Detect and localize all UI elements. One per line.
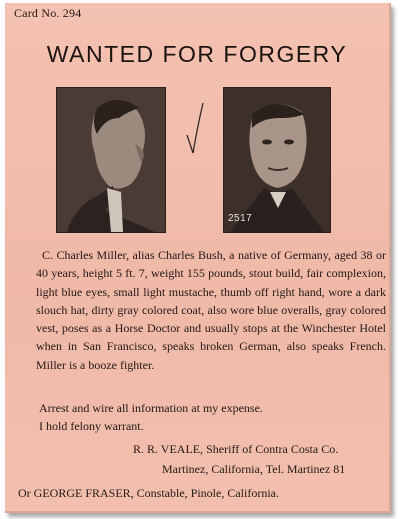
instruction-warrant: I hold felony warrant. bbox=[39, 419, 144, 433]
card-number: Card No. 294 bbox=[14, 6, 82, 20]
check-mark-icon bbox=[183, 101, 205, 157]
signature-block bbox=[133, 439, 383, 479]
profile-photo bbox=[56, 87, 166, 233]
footer-contact: Or GEORGE FRASER, Constable, Pinole, California. bbox=[18, 486, 279, 500]
instruction-arrest: Arrest and wire all information at my expense. bbox=[39, 401, 263, 415]
front-photo bbox=[223, 87, 331, 233]
instructions bbox=[39, 399, 369, 435]
wanted-card bbox=[5, 3, 391, 513]
signature-line-2: Martinez, California, Tel. Martinez 81 bbox=[162, 462, 346, 476]
photo-number: 2517 bbox=[228, 213, 253, 224]
signature-line-1: R. R. VEALE, Sheriff of Contra Costa Co. bbox=[133, 442, 339, 456]
description-paragraph: C. Charles Miller, alias Charles Bush, a native of Germany, aged 38 or 40 years, height 5 ft. 7, weight 155 pounds, stout build, fair complexion, light blue eyes, small light mustache, thumb off right hand, wore a dark slouch hat, dirty gray colored coat, also wore blue overalls, gray colored vest, poses as a Horse Doctor and usually stops at the Winchester Hotel when in San Francisco, speaks broken German, also speaks French. Miller is a booze fighter. bbox=[36, 248, 386, 372]
suspect-description bbox=[36, 246, 386, 374]
page-title: WANTED FOR FORGERY bbox=[46, 41, 348, 67]
